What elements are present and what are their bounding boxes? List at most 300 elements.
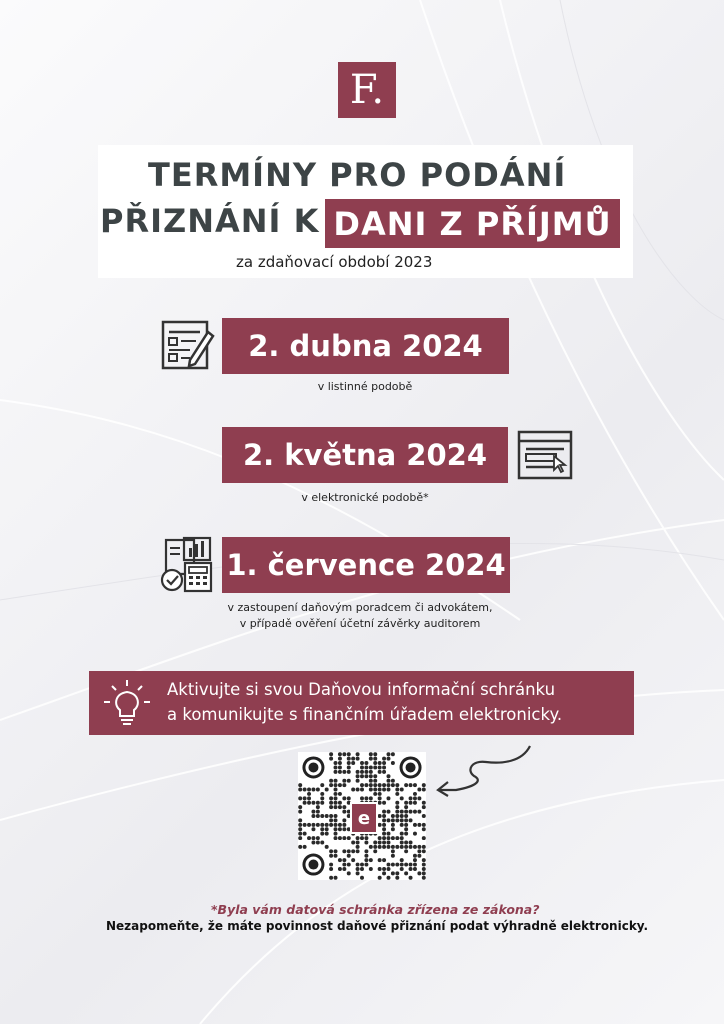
qr-module	[303, 801, 307, 805]
qr-module	[364, 796, 368, 800]
qr-module	[316, 823, 320, 827]
qr-module	[325, 832, 329, 836]
qr-module	[409, 840, 413, 844]
qr-module	[334, 823, 338, 827]
qr-module	[386, 876, 390, 880]
qr-module	[347, 796, 351, 800]
qr-module	[378, 796, 382, 800]
qr-module	[386, 863, 390, 867]
qr-module	[360, 836, 364, 840]
qr-module	[409, 867, 413, 871]
qr-module	[369, 779, 373, 783]
qr-module	[316, 788, 320, 792]
qr-module	[422, 863, 426, 867]
qr-module	[382, 770, 386, 774]
qr-module	[356, 836, 360, 840]
qr-module	[382, 827, 386, 831]
qr-module	[342, 779, 346, 783]
qr-center-letter: e	[357, 807, 371, 829]
qr-module	[409, 876, 413, 880]
qr-module	[329, 823, 333, 827]
qr-module	[378, 845, 382, 849]
qr-module	[400, 845, 404, 849]
qr-module	[325, 823, 329, 827]
qr-module	[307, 836, 311, 840]
qr-finder-pattern	[302, 756, 324, 778]
qr-module	[342, 863, 346, 867]
qr-module	[364, 854, 368, 858]
qr-module	[347, 779, 351, 783]
qr-module	[329, 849, 333, 853]
qr-module	[391, 761, 395, 765]
qr-module	[378, 783, 382, 787]
qr-module	[417, 849, 421, 853]
qr-module	[329, 876, 333, 880]
qr-module	[422, 814, 426, 818]
qr-module	[382, 818, 386, 822]
computer-screen-icon	[516, 428, 574, 484]
qr-module	[351, 849, 355, 853]
qr-module	[356, 849, 360, 853]
qr-module	[334, 818, 338, 822]
qr-module	[347, 836, 351, 840]
qr-module	[316, 801, 320, 805]
qr-module	[413, 810, 417, 814]
qr-module	[307, 823, 311, 827]
qr-module	[378, 814, 382, 818]
qr-module	[356, 840, 360, 844]
qr-module	[364, 761, 368, 765]
qr-module	[422, 845, 426, 849]
qr-module	[329, 801, 333, 805]
qr-module	[360, 783, 364, 787]
qr-module	[413, 796, 417, 800]
qr-module	[404, 810, 408, 814]
logo-letter: F.	[349, 67, 385, 113]
qr-module	[404, 827, 408, 831]
qr-module	[386, 840, 390, 844]
calculator-documents-icon	[158, 536, 216, 594]
qr-module	[320, 823, 324, 827]
qr-code[interactable]	[298, 752, 426, 880]
qr-module	[325, 845, 329, 849]
qr-module	[347, 854, 351, 858]
qr-module	[386, 783, 390, 787]
qr-module	[369, 770, 373, 774]
qr-module	[422, 805, 426, 809]
qr-module	[364, 849, 368, 853]
qr-module	[320, 827, 324, 831]
qr-module	[303, 796, 307, 800]
qr-module	[311, 823, 315, 827]
qr-module	[413, 783, 417, 787]
qr-module	[391, 854, 395, 858]
qr-module	[329, 854, 333, 858]
qr-module	[369, 845, 373, 849]
qr-module	[382, 765, 386, 769]
qr-module	[391, 871, 395, 875]
title-highlight: DANI Z PŘÍJMŮ	[325, 199, 620, 248]
qr-module	[382, 823, 386, 827]
qr-finder-pattern	[400, 756, 422, 778]
qr-module	[382, 814, 386, 818]
qr-module	[342, 818, 346, 822]
qr-module	[356, 863, 360, 867]
qr-module	[382, 845, 386, 849]
qr-module	[409, 810, 413, 814]
qr-module	[338, 761, 342, 765]
qr-module	[395, 814, 399, 818]
qr-module	[373, 792, 377, 796]
qr-module	[422, 836, 426, 840]
qr-module	[334, 796, 338, 800]
qr-module	[347, 770, 351, 774]
qr-module	[320, 832, 324, 836]
qr-module	[311, 836, 315, 840]
qr-module	[351, 788, 355, 792]
qr-module	[386, 845, 390, 849]
qr-module	[404, 783, 408, 787]
qr-module	[391, 779, 395, 783]
qr-module	[404, 840, 408, 844]
qr-module	[386, 779, 390, 783]
qr-module	[386, 818, 390, 822]
qr-module	[342, 770, 346, 774]
qr-module	[364, 783, 368, 787]
qr-module	[417, 854, 421, 858]
qr-module	[298, 818, 302, 822]
qr-module	[373, 788, 377, 792]
qr-module	[386, 832, 390, 836]
qr-module	[334, 876, 338, 880]
qr-module	[386, 774, 390, 778]
qr-module	[329, 779, 333, 783]
qr-module	[356, 774, 360, 778]
qr-module	[386, 757, 390, 761]
qr-module	[395, 876, 399, 880]
qr-module	[338, 783, 342, 787]
qr-module	[417, 823, 421, 827]
qr-module	[303, 823, 307, 827]
qr-module	[338, 836, 342, 840]
qr-module	[356, 788, 360, 792]
qr-module	[382, 832, 386, 836]
qr-module	[378, 876, 382, 880]
qr-module	[417, 845, 421, 849]
qr-module	[334, 827, 338, 831]
qr-module	[311, 814, 315, 818]
qr-module	[334, 792, 338, 796]
qr-module	[391, 814, 395, 818]
qr-module	[382, 858, 386, 862]
qr-module	[382, 871, 386, 875]
footer-question: *Byla vám datová schránka zřízena ze zákona?	[211, 902, 540, 917]
qr-module	[298, 823, 302, 827]
qr-module	[373, 840, 377, 844]
qr-module	[400, 823, 404, 827]
qr-module	[360, 796, 364, 800]
deadline-note-3a: v zastoupení daňovým poradcem či advokátem,	[227, 601, 493, 614]
qr-module	[347, 849, 351, 853]
qr-module	[356, 770, 360, 774]
qr-module	[342, 752, 346, 756]
qr-module	[311, 827, 315, 831]
qr-module	[373, 765, 377, 769]
qr-module	[373, 752, 377, 756]
qr-module	[334, 770, 338, 774]
title-line-2: PŘIZNÁNÍ K	[100, 202, 320, 240]
qr-module	[307, 801, 311, 805]
qr-module	[338, 805, 342, 809]
qr-module	[298, 836, 302, 840]
qr-module	[391, 836, 395, 840]
qr-module	[329, 863, 333, 867]
qr-module	[386, 810, 390, 814]
qr-module	[342, 796, 346, 800]
qr-module	[342, 827, 346, 831]
qr-module	[369, 867, 373, 871]
qr-module	[382, 757, 386, 761]
qr-module	[382, 788, 386, 792]
qr-module	[364, 770, 368, 774]
qr-module	[351, 840, 355, 844]
qr-module	[311, 810, 315, 814]
qr-module	[356, 779, 360, 783]
qr-module	[413, 854, 417, 858]
qr-module	[413, 858, 417, 862]
qr-module	[329, 783, 333, 787]
qr-module	[404, 871, 408, 875]
qr-module	[395, 836, 399, 840]
qr-module	[395, 810, 399, 814]
qr-module	[382, 761, 386, 765]
qr-module	[364, 774, 368, 778]
qr-module	[391, 845, 395, 849]
qr-module	[409, 796, 413, 800]
qr-module	[373, 783, 377, 787]
qr-module	[303, 845, 307, 849]
qr-module	[320, 792, 324, 796]
qr-module	[395, 871, 399, 875]
qr-module	[360, 876, 364, 880]
qr-module	[391, 818, 395, 822]
qr-module	[417, 871, 421, 875]
deadline-date-1: 2. dubna 2024	[222, 318, 509, 374]
qr-module	[400, 810, 404, 814]
qr-module	[386, 796, 390, 800]
qr-module	[413, 792, 417, 796]
deadline-date-2: 2. května 2024	[222, 427, 508, 483]
qr-module	[395, 783, 399, 787]
qr-module	[400, 840, 404, 844]
qr-module	[400, 863, 404, 867]
qr-module	[395, 801, 399, 805]
qr-module	[369, 783, 373, 787]
qr-module	[422, 801, 426, 805]
qr-module	[334, 849, 338, 853]
qr-module	[356, 867, 360, 871]
qr-module	[382, 836, 386, 840]
qr-module	[338, 867, 342, 871]
qr-module	[409, 863, 413, 867]
qr-module	[404, 805, 408, 809]
qr-module	[369, 752, 373, 756]
qr-module	[382, 840, 386, 844]
qr-module	[364, 836, 368, 840]
qr-module	[360, 788, 364, 792]
qr-module	[422, 858, 426, 862]
qr-module	[316, 810, 320, 814]
qr-module	[378, 765, 382, 769]
qr-module	[378, 770, 382, 774]
qr-module	[360, 761, 364, 765]
qr-module	[382, 783, 386, 787]
banner-line-1: Aktivujte si svou Daňovou informační schránku	[167, 680, 556, 699]
qr-module	[409, 801, 413, 805]
qr-module	[378, 761, 382, 765]
qr-module	[316, 836, 320, 840]
qr-module	[413, 832, 417, 836]
qr-module	[342, 836, 346, 840]
qr-module	[400, 836, 404, 840]
qr-module	[338, 752, 342, 756]
qr-module	[369, 788, 373, 792]
qr-module	[347, 871, 351, 875]
qr-module	[325, 788, 329, 792]
qr-module	[311, 801, 315, 805]
qr-module	[382, 801, 386, 805]
qr-module	[409, 845, 413, 849]
qr-module	[400, 858, 404, 862]
qr-module	[404, 845, 408, 849]
qr-module	[316, 840, 320, 844]
qr-module	[409, 818, 413, 822]
qr-module	[320, 783, 324, 787]
lightbulb-icon	[102, 676, 152, 728]
qr-module	[334, 814, 338, 818]
qr-module	[373, 774, 377, 778]
qr-module	[329, 757, 333, 761]
qr-module	[422, 823, 426, 827]
qr-module	[334, 832, 338, 836]
qr-module	[334, 836, 338, 840]
qr-module	[373, 849, 377, 853]
qr-module	[329, 818, 333, 822]
banner-line-2: a komunikujte s finančním úřadem elektronicky.	[167, 705, 563, 724]
qr-module	[360, 770, 364, 774]
qr-module	[422, 867, 426, 871]
qr-module	[329, 752, 333, 756]
qr-module	[347, 765, 351, 769]
qr-module	[413, 801, 417, 805]
qr-module	[351, 757, 355, 761]
curved-arrow-icon	[432, 740, 536, 800]
qr-module	[347, 863, 351, 867]
qr-module	[391, 752, 395, 756]
qr-module	[413, 863, 417, 867]
qr-module	[334, 854, 338, 858]
deadline-note-3b: v případě ověření účetní závěrky auditorem	[239, 617, 481, 630]
qr-module	[395, 805, 399, 809]
qr-module	[311, 840, 315, 844]
qr-module	[342, 783, 346, 787]
qr-module	[342, 849, 346, 853]
qr-module	[298, 796, 302, 800]
qr-module	[395, 818, 399, 822]
qr-module	[356, 845, 360, 849]
qr-module	[404, 863, 408, 867]
qr-module	[422, 876, 426, 880]
qr-module	[298, 788, 302, 792]
qr-module	[334, 788, 338, 792]
qr-module	[356, 757, 360, 761]
qr-module	[382, 810, 386, 814]
qr-module	[422, 827, 426, 831]
brand-logo	[338, 62, 396, 118]
qr-module	[378, 836, 382, 840]
qr-module	[338, 827, 342, 831]
qr-module	[404, 849, 408, 853]
qr-module	[347, 752, 351, 756]
qr-module	[378, 867, 382, 871]
qr-module	[404, 814, 408, 818]
qr-module	[386, 867, 390, 871]
qr-module	[369, 757, 373, 761]
qr-module	[351, 761, 355, 765]
qr-module	[378, 792, 382, 796]
qr-module	[413, 845, 417, 849]
qr-module	[422, 849, 426, 853]
qr-module	[298, 805, 302, 809]
qr-module	[413, 867, 417, 871]
qr-module	[351, 858, 355, 862]
qr-module	[298, 827, 302, 831]
qr-module	[422, 788, 426, 792]
qr-module	[329, 814, 333, 818]
qr-module	[404, 823, 408, 827]
qr-module	[373, 757, 377, 761]
qr-module	[369, 796, 373, 800]
qr-module	[360, 867, 364, 871]
qr-module	[391, 849, 395, 853]
qr-module	[364, 840, 368, 844]
qr-module	[378, 801, 382, 805]
qr-module	[360, 774, 364, 778]
qr-module	[364, 858, 368, 862]
qr-module	[307, 796, 311, 800]
qr-module	[404, 801, 408, 805]
qr-module	[395, 792, 399, 796]
qr-module	[373, 779, 377, 783]
qr-module	[334, 765, 338, 769]
qr-module	[320, 801, 324, 805]
qr-module	[400, 788, 404, 792]
qr-module	[382, 867, 386, 871]
qr-module	[307, 792, 311, 796]
qr-module	[307, 788, 311, 792]
deadline-date-3: 1. července 2024	[222, 537, 510, 593]
qr-module	[400, 832, 404, 836]
qr-module	[378, 840, 382, 844]
qr-module	[320, 814, 324, 818]
qr-center-badge	[350, 802, 378, 834]
qr-module	[298, 810, 302, 814]
qr-module	[422, 783, 426, 787]
qr-module	[338, 858, 342, 862]
qr-module	[338, 770, 342, 774]
qr-module	[298, 832, 302, 836]
footer-text: Nezapomeňte, že máte povinnost daňové přiznání podat výhradně elektronicky.	[106, 919, 649, 933]
